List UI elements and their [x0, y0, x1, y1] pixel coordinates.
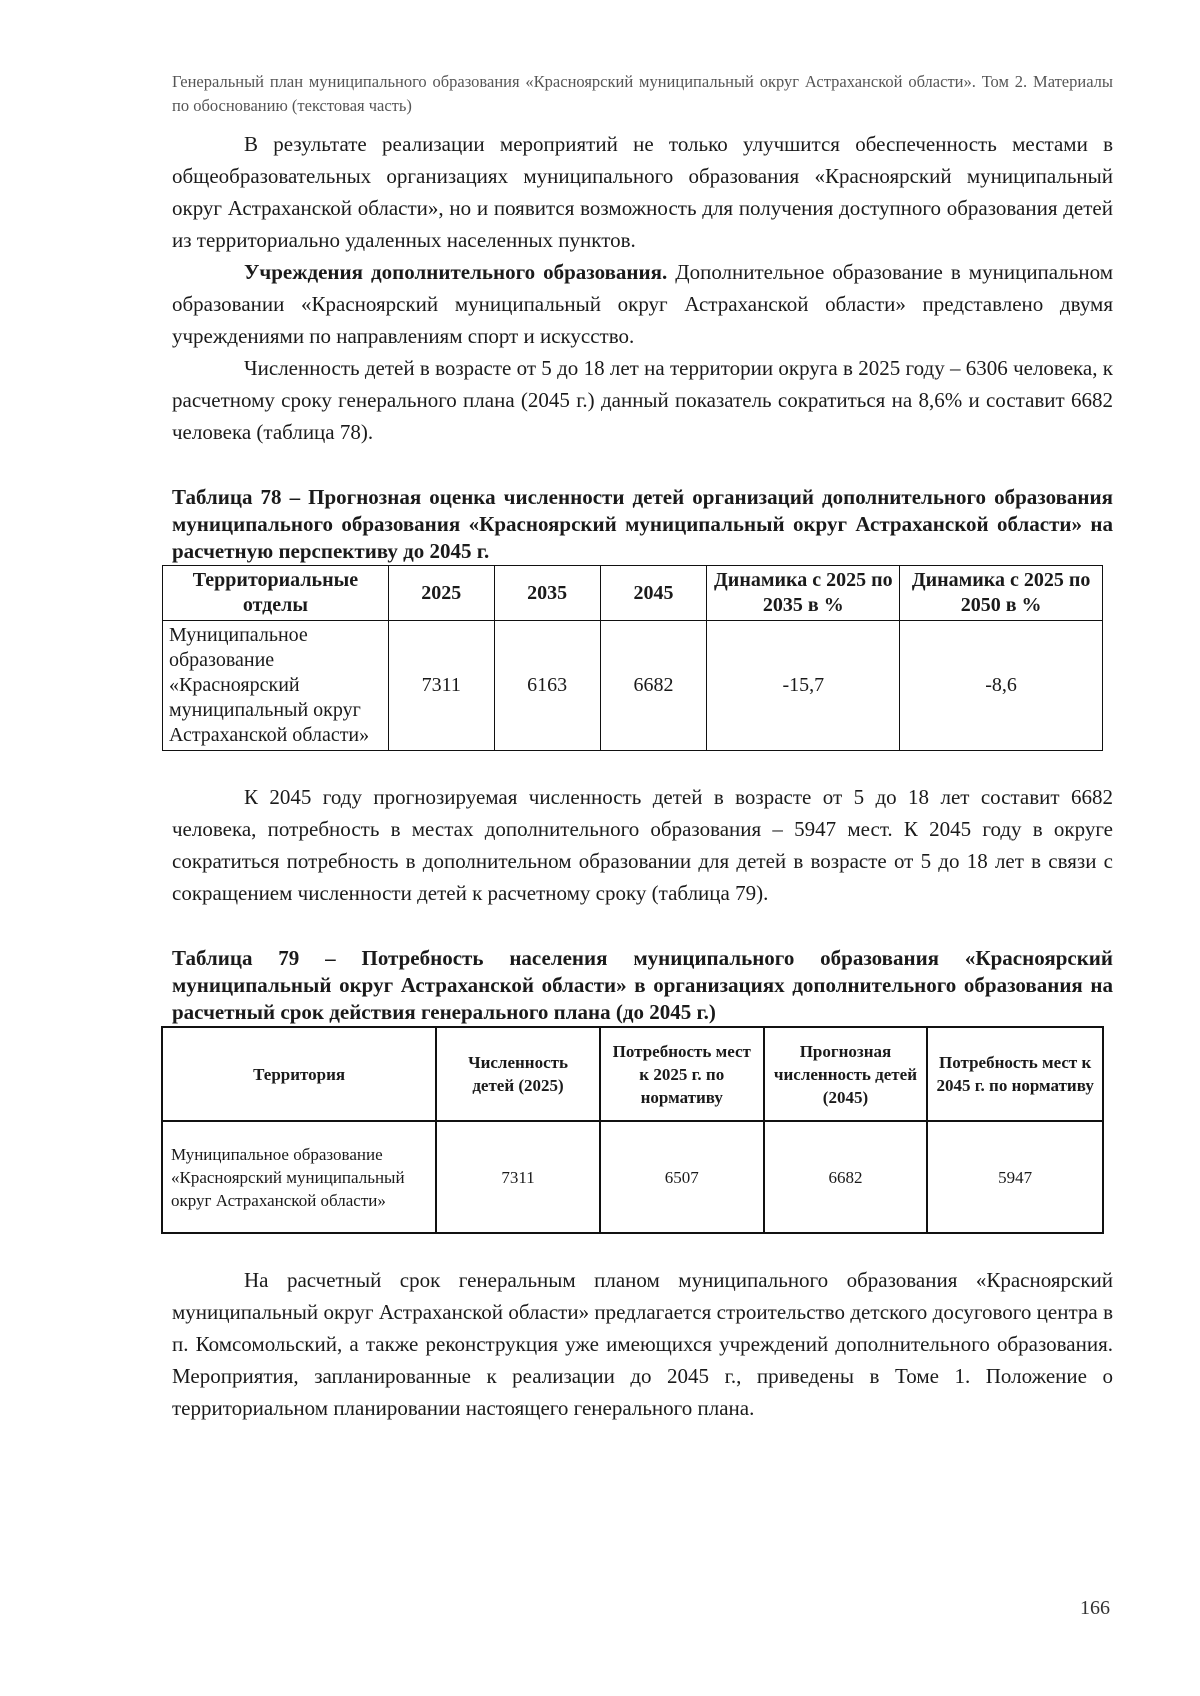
- table-78-header-cell: Территориальные отделы: [163, 566, 389, 621]
- table-78-header-row: [163, 566, 1103, 621]
- paragraph-planned-measures: На расчетный срок генеральным планом муниципального образования «Красноярский муниципальный округ Астраханской области» предлагается строительство детского досугового центра в п. Комсомольский, а также реконструкция уже имеющихся учреждений дополнительного образования. Мероприятия, запланированные к реализации до 2045 г., приведены в Томе 1. Положение о территориальном планировании настоящего генерального плана.: [172, 1268, 1113, 1420]
- table-78-header-cell: 2025: [388, 566, 494, 621]
- table-79-header-cell: Прогнозная численность детей (2045): [764, 1027, 928, 1121]
- table-78: [162, 565, 1103, 751]
- paragraph-children-count: Численность детей в возрасте от 5 до 18 лет на территории округа в 2025 году – 6306 человека, к расчетному сроку генерального плана (2045 г.) данный показатель сократиться на 8,6% и составит 6682 человека (таблица 78).: [172, 356, 1113, 444]
- table-78-value-2045: 6682: [600, 621, 707, 751]
- table-79-need-2045: 5947: [927, 1121, 1103, 1233]
- section-heading-additional-education: Учреждения дополнительного образования.: [244, 260, 668, 284]
- table-79-header-cell: Территория: [162, 1027, 436, 1121]
- table-79-children-2045: 6682: [764, 1121, 928, 1233]
- table-78-header-cell: 2035: [494, 566, 600, 621]
- table-row: [162, 1121, 1103, 1233]
- table-78-value-2035: 6163: [494, 621, 600, 751]
- running-header: Генеральный план муниципального образования «Красноярский муниципальный округ Астраханской области». Том 2. Материалы по обоснованию (текстовая часть): [172, 72, 1113, 115]
- table-78-header-cell: 2045: [600, 566, 707, 621]
- table-79-header-row: [162, 1027, 1103, 1121]
- table-row: [163, 621, 1103, 751]
- table-79: [161, 1026, 1104, 1234]
- paragraph-additional-education-text: Дополнительное образование в муниципальном образовании «Красноярский муниципальный округ Астраханской области» представлено двумя учреждениями по направлениям спорт и искусство.: [172, 260, 1113, 348]
- table-79-header-cell: Численность детей (2025): [436, 1027, 600, 1121]
- table-78-caption: Таблица 78 – Прогнозная оценка численности детей организаций дополнительного образования муниципального образования «Красноярский муниципальный округ Астраханской области» на расчетную перспективу до 2045 г.: [172, 485, 1113, 563]
- table-79-territory-cell: Муниципальное образование «Красноярский муниципальный округ Астраханской области»: [162, 1121, 436, 1233]
- paragraph-additional-education: [172, 256, 1113, 352]
- table-78-territory-cell: Муниципальное образование «Красноярский муниципальный округ Астраханской области»: [163, 621, 389, 751]
- table-78-dynamic-2035: -15,7: [707, 621, 900, 751]
- table-79-caption: Таблица 79 – Потребность населения муниципального образования «Красноярский муниципальный округ Астраханской области» в организациях дополнительного образования на расчетный срок действия генерального плана (до 2045 г.): [172, 946, 1113, 1024]
- table-78-header-cell: Динамика с 2025 по 2035 в %: [707, 566, 900, 621]
- table-78-header-cell: Динамика с 2025 по 2050 в %: [900, 566, 1103, 621]
- table-78-value-2025: 7311: [388, 621, 494, 751]
- table-79-need-2025: 6507: [600, 1121, 764, 1233]
- paragraph-forecast-2045: К 2045 году прогнозируемая численность детей в возрасте от 5 до 18 лет составит 6682 человека, потребность в местах дополнительного образования – 5947 мест. К 2045 году в округе сократиться потребность в дополнительном образовании для детей в возрасте от 5 до 18 лет в связи с сокращением численности детей к расчетному сроку (таблица 79).: [172, 785, 1113, 905]
- table-79-children-2025: 7311: [436, 1121, 600, 1233]
- document-page: [169, 70, 1113, 1424]
- table-79-header-cell: Потребность мест к 2025 г. по нормативу: [600, 1027, 764, 1121]
- paragraph-results: В результате реализации мероприятий не только улучшится обеспеченность местами в общеобразовательных организациях муниципального образования «Красноярский муниципальный округ Астраханской области», но и появится возможность для получения доступного образования детей из территориально удаленных населенных пунктов.: [172, 132, 1113, 252]
- table-78-dynamic-2050: -8,6: [900, 621, 1103, 751]
- page-number: 166: [1080, 1597, 1110, 1619]
- table-79-header-cell: Потребность мест к 2045 г. по нормативу: [927, 1027, 1103, 1121]
